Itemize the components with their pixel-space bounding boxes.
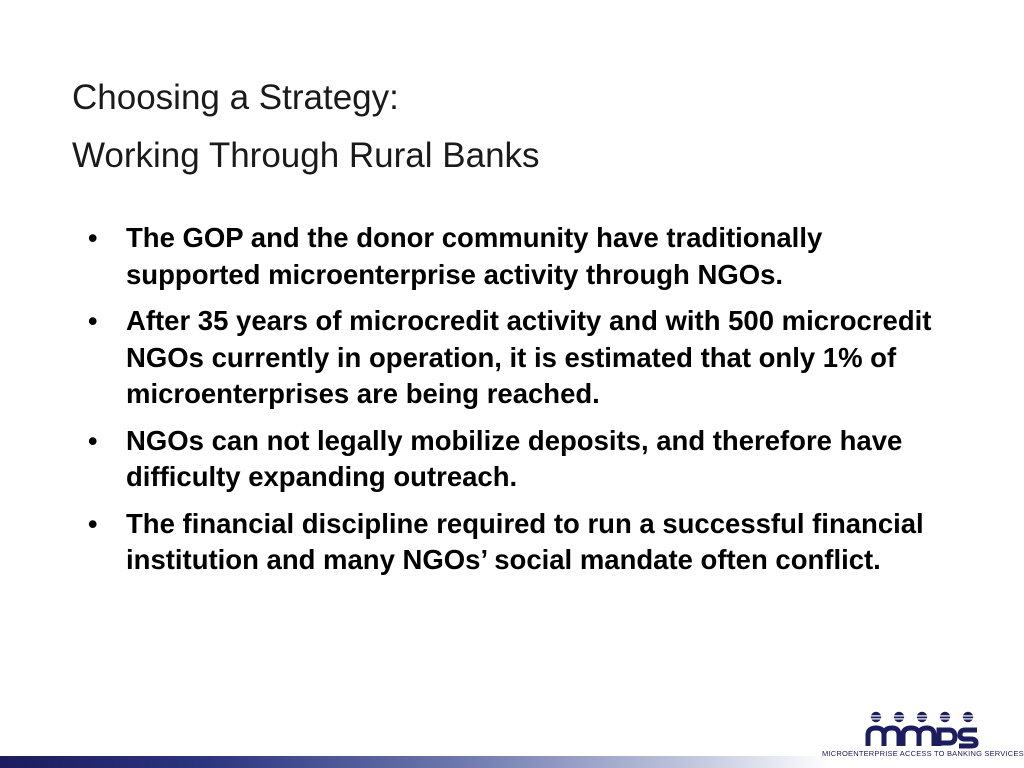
bullet-text: The GOP and the donor community have traditionally supported microenterprise activity through NGOs. xyxy=(126,222,823,290)
bullet-dot-icon: • xyxy=(88,306,98,336)
bullet-list xyxy=(88,220,948,589)
bullet-dot-icon: • xyxy=(88,425,98,456)
bullet-text: After 35 years of microcredit activity and with 500 microcredit NGOs currently in operation, it is estimated that only 1% of microenterprises are being reached. xyxy=(126,305,932,409)
title-line-2: Working Through Rural Banks xyxy=(72,136,540,175)
bullet-dot-icon: • xyxy=(88,508,98,539)
bullet-item xyxy=(88,506,948,579)
logo-tagline: MICROENTERPRISE ACCESS TO BANKING SERVICES xyxy=(822,749,1024,758)
bullet-item xyxy=(88,220,948,293)
bullet-dot-icon: • xyxy=(88,223,98,253)
footer-gradient-bar xyxy=(0,756,830,768)
slide-title xyxy=(72,69,540,185)
bullet-item xyxy=(88,303,948,413)
bullet-text: The financial discipline required to run a successful financial institution and many NGOs’ social mandate often conflict. xyxy=(126,507,924,575)
title-line-1: Choosing a Strategy: xyxy=(72,78,399,117)
bullet-text: NGOs can not legally mobilize deposits, and therefore have difficulty expanding outreach. xyxy=(126,424,903,492)
bullet-item xyxy=(88,423,948,496)
